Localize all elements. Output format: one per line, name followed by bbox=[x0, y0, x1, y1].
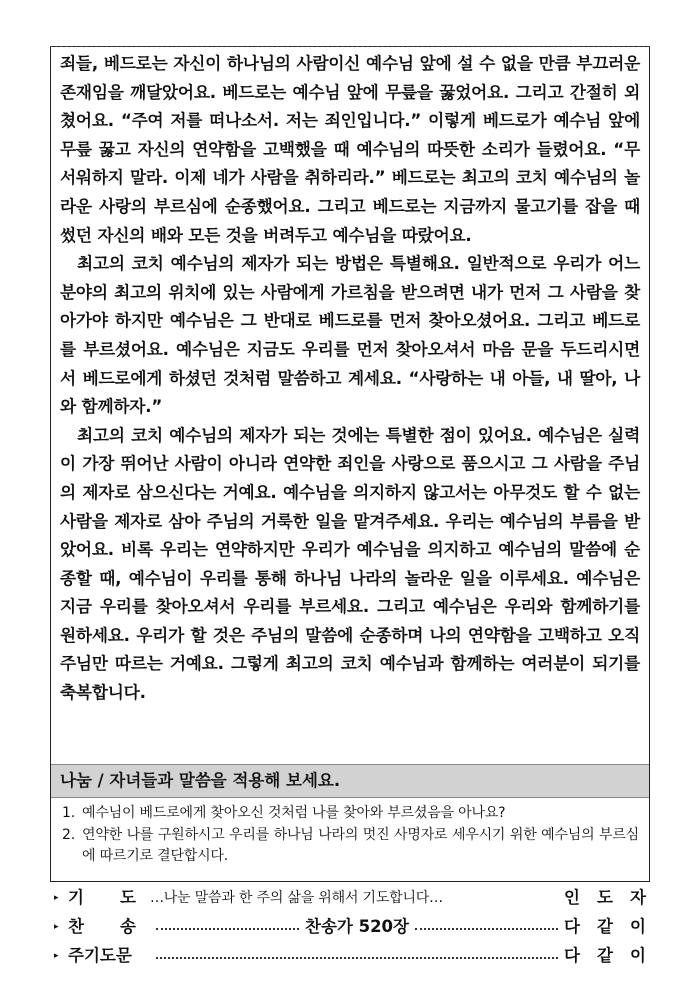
paragraph-1: 죄들, 베드로는 자신이 하나님의 사람이신 예수님 앞에 설 수 없을 만큼 부끄러운 존재임을 깨달았어요. 베드로는 예수님 앞에 무릎을 꿇었어요. 그리고 간절히 외쳤어요. “주여 저를 떠나소서. 저는 죄인입니다.” 이렇게 베드로가 예수님 앞에 무릎 꿇고 자신의 연약함을 고백했을 때 예수님의 따뜻한 소리가 들렸어요. “무서워하지 말라. 이제 네가 사람을 취하리라.” 베드로는 최고의 코치 예수님의 놀라운 사랑의 부르심에 순종했어요. 그리고 베드로는 지금까지 물고기를 잡을 때 썼던 자신의 배와 모든 것을 버려두고 예수님을 따랐어요. bbox=[60, 53, 640, 245]
order-label: 기 도 bbox=[68, 888, 136, 907]
order-description bbox=[150, 955, 564, 957]
order-leader: 다 같 이 bbox=[564, 946, 646, 965]
share-heading: 나눔 / 자녀들과 말씀을 적용해 보세요. bbox=[51, 764, 649, 798]
order-label: 주기도문 bbox=[68, 946, 132, 965]
share-question bbox=[62, 803, 639, 825]
order-description bbox=[150, 913, 564, 941]
order-row-hymn bbox=[54, 913, 646, 941]
share-question-list bbox=[51, 803, 649, 868]
triangle-bullet-icon: ▸ bbox=[54, 893, 59, 903]
question-text: 연약한 나를 구원하시고 우리를 하나님 나라의 멋진 사명자로 세우시기 위한 예수님의 부르심에 따르기로 결단합시다. bbox=[82, 826, 639, 864]
leader-dots bbox=[156, 957, 558, 959]
order-row-lords-prayer bbox=[54, 942, 646, 970]
order-label: 찬 송 bbox=[68, 917, 136, 936]
prayer-note: …나눈 말씀과 한 주의 삶을 위해서 기도합니다… bbox=[150, 890, 443, 906]
order-description bbox=[150, 884, 564, 912]
question-text: 예수님이 베드로에게 찾아오신 것처럼 나를 찾아와 부르셨음을 아나요? bbox=[82, 805, 506, 821]
order-row-prayer bbox=[54, 884, 646, 912]
devotional-body bbox=[51, 47, 649, 707]
order-leader: 인 도 자 bbox=[564, 888, 646, 907]
question-number: 1. bbox=[62, 805, 75, 821]
devotional-frame bbox=[50, 46, 650, 882]
hymn-title: 찬송가 520장 bbox=[305, 917, 409, 936]
leader-dots bbox=[415, 928, 558, 930]
question-number: 2. bbox=[62, 826, 75, 843]
order-leader: 다 같 이 bbox=[564, 917, 646, 936]
paragraph-3: 최고의 코치 예수님의 제자가 되는 것에는 특별한 점이 있어요. 예수님은 실력이 가장 뛰어난 사람이 아니라 연약한 죄인을 사랑으로 품으시고 그 사람을 주님의 제자로 삼으신다는 거예요. 예수님을 의지하지 않고서는 아무것도 할 수 없는 사람을 제자로 삼아 주님의 거룩한 일을 맡겨주세요. 우리는 예수님의 부름을 받았어요. 비록 우리는 연약하지만 우리가 예수님을 의지하고 예수님의 말씀에 순종할 때, 예수님이 우리를 통해 하나님 나라의 놀라운 일을 이루세요. 예수님은 지금 우리를 찾아오셔서 우리를 부르세요. 그리고 예수님은 우리와 함께하기를 원하세요. 우리가 할 것은 주님의 말씀에 순종하며 나의 연약함을 고백하고 오직 주님만 따르는 거예요. 그렇게 최고의 코치 예수님과 함께하는 여러분이 되기를 축복합니다. bbox=[60, 424, 640, 703]
triangle-bullet-icon: ▸ bbox=[54, 922, 59, 932]
paragraph-2: 최고의 코치 예수님의 제자가 되는 방법은 특별해요. 일반적으로 우리가 어느 분야의 최고의 위치에 있는 사람에게 가르침을 받으려면 내가 먼저 그 사람을 찾아가야 하지만 예수님은 그 반대로 베드로를 먼저 찾아오셨어요. 그리고 베드로를 부르셨어요. 예수님은 지금도 우리를 먼저 찾아오셔서 마음 문을 두드리시면서 베드로에게 하셨던 것처럼 말씀하고 계세요. “사랑하는 내 아들, 내 딸아, 나와 함께하자.” bbox=[60, 253, 640, 417]
triangle-bullet-icon: ▸ bbox=[54, 951, 59, 961]
leader-dots bbox=[156, 928, 299, 930]
share-question bbox=[62, 825, 639, 868]
